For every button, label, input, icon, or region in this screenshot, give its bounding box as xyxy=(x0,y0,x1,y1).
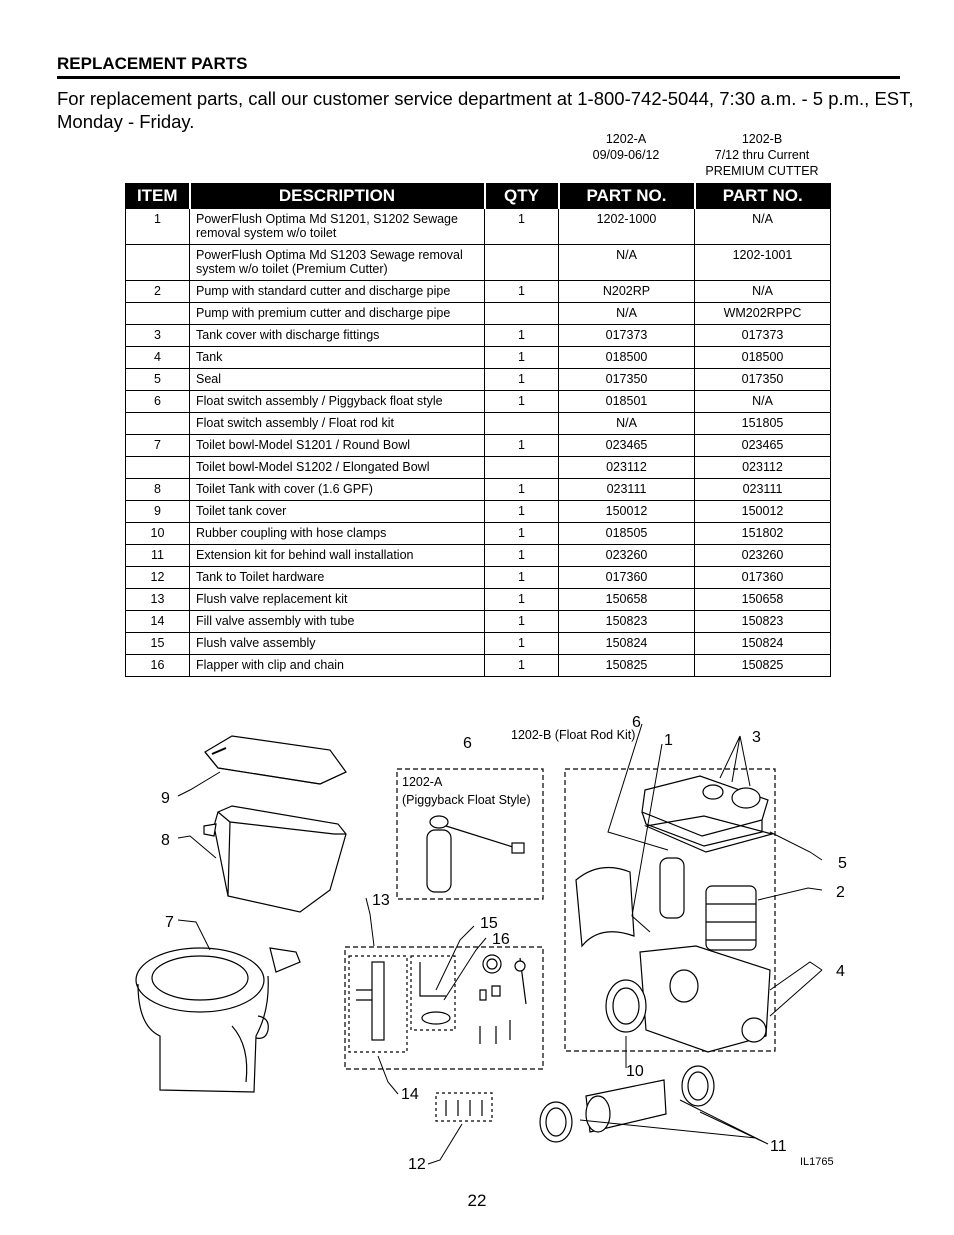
qty-cell: 1 xyxy=(485,369,559,391)
part-no-a-cell: 018501 xyxy=(559,391,695,413)
callout-6-a: 6 xyxy=(463,735,472,752)
part-no-b-cell: N/A xyxy=(695,209,831,245)
item-cell: 1 xyxy=(126,209,190,245)
table-row xyxy=(126,369,831,391)
table-row xyxy=(126,611,831,633)
item-cell: 9 xyxy=(126,501,190,523)
header-part-no-a: PART NO. xyxy=(559,184,695,209)
description-cell: Tank xyxy=(190,347,485,369)
qty-cell: 1 xyxy=(485,523,559,545)
item-cell: 13 xyxy=(126,589,190,611)
table-row xyxy=(126,567,831,589)
item-cell: 10 xyxy=(126,523,190,545)
qty-cell xyxy=(485,245,559,281)
part-no-a-cell: 150012 xyxy=(559,501,695,523)
qty-cell: 1 xyxy=(485,479,559,501)
part-no-a-cell: 150824 xyxy=(559,633,695,655)
description-cell: Pump with premium cutter and discharge pipe xyxy=(190,303,485,325)
qty-cell: 1 xyxy=(485,545,559,567)
callout-9: 9 xyxy=(161,790,170,807)
pump-assembly-illustration xyxy=(576,776,772,1052)
table-header-row xyxy=(126,184,831,209)
table-row xyxy=(126,589,831,611)
item-cell: 7 xyxy=(126,435,190,457)
item-cell: 2 xyxy=(126,281,190,303)
part-no-b-cell: 017360 xyxy=(695,567,831,589)
intro-text: For replacement parts, call our customer service department at 1-800-742-5044, 7:30 a.m. - 5 p.m., EST, Monday - Friday. xyxy=(57,88,914,132)
callout-16: 16 xyxy=(492,931,510,948)
description-cell: PowerFlush Optima Md S1201, S1202 Sewage removal system w/o toilet xyxy=(190,209,485,245)
box-b-label: 1202-B (Float Rod Kit) xyxy=(511,728,636,742)
table-row xyxy=(126,479,831,501)
item-cell: 11 xyxy=(126,545,190,567)
column-note-line: 1202-A xyxy=(605,132,647,146)
qty-cell: 1 xyxy=(485,501,559,523)
table-row xyxy=(126,281,831,303)
part-no-b-cell: N/A xyxy=(695,281,831,303)
table-row xyxy=(126,457,831,479)
part-no-b-cell: 150824 xyxy=(695,633,831,655)
part-no-a-cell: 017373 xyxy=(559,325,695,347)
column-note-line: 09/09-06/12 xyxy=(592,148,660,162)
table-row xyxy=(126,633,831,655)
description-cell: Extension kit for behind wall installation xyxy=(190,545,485,567)
table-row xyxy=(126,303,831,325)
box-a-label-line: (Piggyback Float Style) xyxy=(402,793,531,807)
parts-table xyxy=(125,183,831,677)
part-no-a-cell: N202RP xyxy=(559,281,695,303)
description-cell: Toilet tank cover xyxy=(190,501,485,523)
callout-6-b: 6 xyxy=(632,714,641,731)
description-cell: Toilet bowl-Model S1202 / Elongated Bowl xyxy=(190,457,485,479)
part-no-b-cell: 017373 xyxy=(695,325,831,347)
table-row xyxy=(126,501,831,523)
description-cell: Float switch assembly / Float rod kit xyxy=(190,413,485,435)
part-no-a-cell: N/A xyxy=(559,413,695,435)
callout-8: 8 xyxy=(161,832,170,849)
part-no-a-cell: 150825 xyxy=(559,655,695,677)
part-no-a-cell: 150823 xyxy=(559,611,695,633)
part-no-a-cell: 023111 xyxy=(559,479,695,501)
qty-cell: 1 xyxy=(485,589,559,611)
column-note-line: PREMIUM CUTTER xyxy=(705,164,819,178)
qty-cell: 1 xyxy=(485,325,559,347)
piggyback-float-illustration xyxy=(427,816,524,892)
item-cell: 12 xyxy=(126,567,190,589)
item-cell xyxy=(126,413,190,435)
table-row xyxy=(126,325,831,347)
callout-1: 1 xyxy=(664,732,673,749)
page-number: 22 xyxy=(467,1191,487,1210)
table-row xyxy=(126,245,831,281)
part-no-b-cell: N/A xyxy=(695,391,831,413)
part-no-b-cell: 023465 xyxy=(695,435,831,457)
part-no-b-cell: 1202-1001 xyxy=(695,245,831,281)
part-no-a-cell: 018505 xyxy=(559,523,695,545)
exploded-parts-diagram xyxy=(0,700,954,1180)
flush-valve-parts-illustration xyxy=(356,955,526,1044)
item-cell xyxy=(126,245,190,281)
description-cell: Toilet bowl-Model S1201 / Round Bowl xyxy=(190,435,485,457)
qty-cell: 1 xyxy=(485,435,559,457)
figure-id: IL1765 xyxy=(800,1156,834,1168)
part-no-b-cell: 023112 xyxy=(695,457,831,479)
callout-11: 11 xyxy=(770,1138,787,1155)
item-cell: 16 xyxy=(126,655,190,677)
tank-lid-illustration xyxy=(205,736,346,784)
qty-cell xyxy=(485,413,559,435)
part-no-a-cell: 018500 xyxy=(559,347,695,369)
hardware-box xyxy=(436,1093,492,1121)
item-cell xyxy=(126,457,190,479)
part-no-b-cell: 018500 xyxy=(695,347,831,369)
table-row xyxy=(126,391,831,413)
table-row xyxy=(126,655,831,677)
callout-12: 12 xyxy=(408,1156,426,1173)
header-item: ITEM xyxy=(126,184,190,209)
callout-10: 10 xyxy=(626,1063,644,1080)
table-row xyxy=(126,413,831,435)
column-note-1202a xyxy=(558,131,694,163)
part-no-a-cell: 023112 xyxy=(559,457,695,479)
toilet-bowl-illustration xyxy=(136,948,300,1092)
hardware-illustration xyxy=(446,1100,482,1116)
part-no-b-cell: WM202RPPC xyxy=(695,303,831,325)
description-cell: Pump with standard cutter and discharge pipe xyxy=(190,281,485,303)
part-no-b-cell: 150658 xyxy=(695,589,831,611)
description-cell: Flush valve replacement kit xyxy=(190,589,485,611)
callout-2: 2 xyxy=(836,884,845,901)
table-row xyxy=(126,209,831,245)
part-no-b-cell: 023111 xyxy=(695,479,831,501)
part-no-a-cell: N/A xyxy=(559,245,695,281)
callout-4: 4 xyxy=(836,963,845,980)
description-cell: Toilet Tank with cover (1.6 GPF) xyxy=(190,479,485,501)
description-cell: PowerFlush Optima Md S1203 Sewage removal system w/o toilet (Premium Cutter) xyxy=(190,245,485,281)
description-cell: Flush valve assembly xyxy=(190,633,485,655)
callout-15: 15 xyxy=(480,915,498,932)
table-row xyxy=(126,545,831,567)
box-a-label-line: 1202-A xyxy=(402,775,443,789)
callout-5: 5 xyxy=(838,855,847,872)
qty-cell xyxy=(485,303,559,325)
description-cell: Tank to Toilet hardware xyxy=(190,567,485,589)
part-no-a-cell: 1202-1000 xyxy=(559,209,695,245)
description-cell: Rubber coupling with hose clamps xyxy=(190,523,485,545)
column-note-line: 7/12 thru Current xyxy=(714,148,810,162)
part-no-b-cell: 150012 xyxy=(695,501,831,523)
part-no-b-cell: 151805 xyxy=(695,413,831,435)
header-rule xyxy=(57,76,900,79)
part-no-b-cell: 150825 xyxy=(695,655,831,677)
qty-cell: 1 xyxy=(485,281,559,303)
part-no-a-cell: 017360 xyxy=(559,567,695,589)
description-cell: Flapper with clip and chain xyxy=(190,655,485,677)
part-no-a-cell: 150658 xyxy=(559,589,695,611)
item-cell: 4 xyxy=(126,347,190,369)
description-cell: Tank cover with discharge fittings xyxy=(190,325,485,347)
qty-cell xyxy=(485,457,559,479)
header-description: DESCRIPTION xyxy=(190,184,485,209)
item-cell: 6 xyxy=(126,391,190,413)
qty-cell: 1 xyxy=(485,567,559,589)
qty-cell: 1 xyxy=(485,655,559,677)
part-no-a-cell: 023260 xyxy=(559,545,695,567)
qty-cell: 1 xyxy=(485,611,559,633)
qty-cell: 1 xyxy=(485,347,559,369)
part-no-b-cell: 017350 xyxy=(695,369,831,391)
callout-13: 13 xyxy=(372,892,390,909)
qty-cell: 1 xyxy=(485,391,559,413)
qty-cell: 1 xyxy=(485,633,559,655)
description-cell: Seal xyxy=(190,369,485,391)
header-part-no-b: PART NO. xyxy=(695,184,831,209)
part-no-a-cell: N/A xyxy=(559,303,695,325)
part-no-b-cell: 023260 xyxy=(695,545,831,567)
item-cell: 15 xyxy=(126,633,190,655)
table-row xyxy=(126,347,831,369)
section-title: REPLACEMENT PARTS xyxy=(57,54,248,73)
item-cell: 14 xyxy=(126,611,190,633)
part-no-a-cell: 017350 xyxy=(559,369,695,391)
part-no-b-cell: 150823 xyxy=(695,611,831,633)
toilet-tank-illustration xyxy=(204,806,346,912)
item-cell: 8 xyxy=(126,479,190,501)
item-cell: 3 xyxy=(126,325,190,347)
item-cell: 5 xyxy=(126,369,190,391)
item-cell xyxy=(126,303,190,325)
qty-cell: 1 xyxy=(485,209,559,245)
part-no-a-cell: 023465 xyxy=(559,435,695,457)
description-cell: Fill valve assembly with tube xyxy=(190,611,485,633)
table-row xyxy=(126,435,831,457)
column-note-line: 1202-B xyxy=(741,132,783,146)
callout-3: 3 xyxy=(752,729,761,746)
table-row xyxy=(126,523,831,545)
description-cell: Float switch assembly / Piggyback float style xyxy=(190,391,485,413)
callout-7: 7 xyxy=(165,914,174,931)
column-note-1202b xyxy=(694,131,830,179)
callout-14: 14 xyxy=(401,1086,419,1103)
part-no-b-cell: 151802 xyxy=(695,523,831,545)
header-qty: QTY xyxy=(485,184,559,209)
